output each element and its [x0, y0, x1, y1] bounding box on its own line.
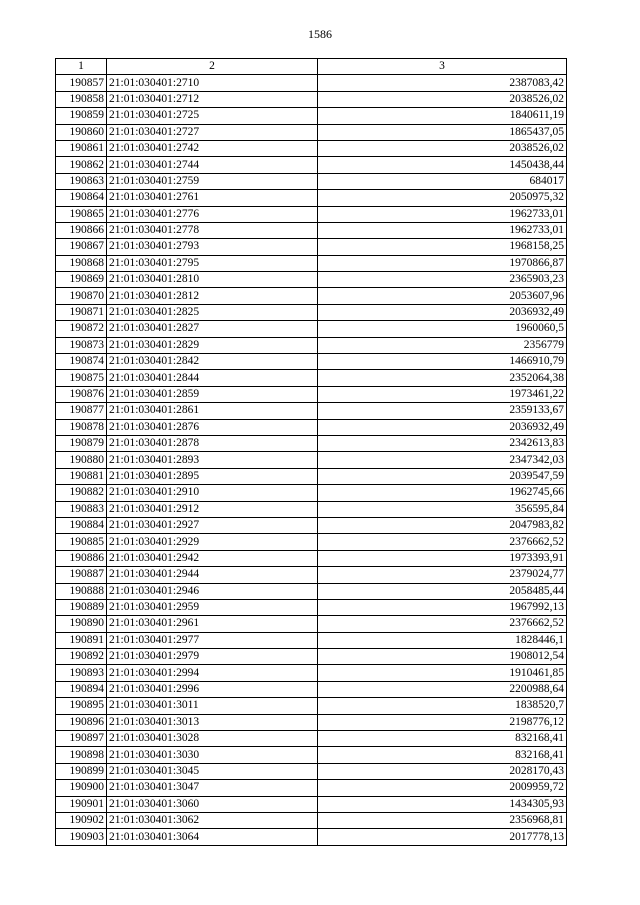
cadastral-number-cell: 21:01:030401:2759	[107, 173, 318, 189]
row-number-cell: 190862	[56, 157, 107, 173]
cadastral-number-cell: 21:01:030401:2927	[107, 517, 318, 533]
table-row	[56, 435, 567, 451]
cadastral-number-cell: 21:01:030401:2844	[107, 370, 318, 386]
row-number-cell: 190896	[56, 714, 107, 730]
cadastral-value-cell: 2347342,03	[318, 452, 567, 468]
cadastral-value-cell: 2387083,42	[318, 75, 567, 91]
cadastral-value-cell: 2058485,44	[318, 583, 567, 599]
cadastral-number-cell: 21:01:030401:2776	[107, 206, 318, 222]
row-number-cell: 190870	[56, 288, 107, 304]
table-row	[56, 812, 567, 828]
cadastral-number-cell: 21:01:030401:2793	[107, 239, 318, 255]
row-number-cell: 190873	[56, 337, 107, 353]
row-number-cell: 190863	[56, 173, 107, 189]
table-row	[56, 272, 567, 288]
table-row	[56, 468, 567, 484]
cadastral-number-cell: 21:01:030401:2910	[107, 485, 318, 501]
column-header-1: 1	[56, 59, 107, 75]
table-row	[56, 255, 567, 271]
row-number-cell: 190882	[56, 485, 107, 501]
cadastral-value-cell: 1434305,93	[318, 796, 567, 812]
row-number-cell: 190889	[56, 599, 107, 615]
cadastral-value-cell: 832168,41	[318, 731, 567, 747]
row-number-cell: 190885	[56, 534, 107, 550]
row-number-cell: 190894	[56, 681, 107, 697]
table-row	[56, 403, 567, 419]
table-row	[56, 173, 567, 189]
table-row	[56, 288, 567, 304]
cadastral-value-cell: 1968158,25	[318, 239, 567, 255]
table-row	[56, 485, 567, 501]
cadastral-number-cell: 21:01:030401:2761	[107, 190, 318, 206]
cadastral-value-cell: 2356779	[318, 337, 567, 353]
table-row	[56, 796, 567, 812]
cadastral-number-cell: 21:01:030401:3047	[107, 780, 318, 796]
table-row	[56, 370, 567, 386]
cadastral-value-cell: 2200988,64	[318, 681, 567, 697]
cadastral-number-cell: 21:01:030401:2946	[107, 583, 318, 599]
cadastral-number-cell: 21:01:030401:2929	[107, 534, 318, 550]
cadastral-value-cell: 2050975,32	[318, 190, 567, 206]
cadastral-value-cell: 2376662,52	[318, 616, 567, 632]
cadastral-value-cell: 2053607,96	[318, 288, 567, 304]
page-number: 1586	[308, 27, 332, 41]
row-number-cell: 190875	[56, 370, 107, 386]
row-number-cell: 190864	[56, 190, 107, 206]
cadastral-value-cell: 2342613,83	[318, 435, 567, 451]
row-number-cell: 190899	[56, 763, 107, 779]
row-number-cell: 190895	[56, 698, 107, 714]
cadastral-value-cell: 1466910,79	[318, 354, 567, 370]
cadastral-value-cell: 2352064,38	[318, 370, 567, 386]
column-header-3: 3	[318, 59, 567, 75]
cadastral-value-cell: 1910461,85	[318, 665, 567, 681]
cadastral-value-cell: 2376662,52	[318, 534, 567, 550]
cadastral-number-cell: 21:01:030401:3011	[107, 698, 318, 714]
table-row	[56, 337, 567, 353]
cadastral-value-cell: 2038526,02	[318, 140, 567, 156]
cadastral-value-cell: 832168,41	[318, 747, 567, 763]
table-row	[56, 157, 567, 173]
row-number-cell: 190872	[56, 321, 107, 337]
table-row	[56, 649, 567, 665]
cadastral-value-cell: 2198776,12	[318, 714, 567, 730]
cadastral-value-cell: 1908012,54	[318, 649, 567, 665]
table-row	[56, 239, 567, 255]
cadastral-value-cell: 2038526,02	[318, 91, 567, 107]
row-number-cell: 190865	[56, 206, 107, 222]
cadastral-number-cell: 21:01:030401:2742	[107, 140, 318, 156]
table-row	[56, 124, 567, 140]
cadastral-number-cell: 21:01:030401:2744	[107, 157, 318, 173]
row-number-cell: 190876	[56, 386, 107, 402]
row-number-cell: 190898	[56, 747, 107, 763]
row-number-cell: 190888	[56, 583, 107, 599]
cadastral-number-cell: 21:01:030401:2712	[107, 91, 318, 107]
cadastral-number-cell: 21:01:030401:2842	[107, 354, 318, 370]
row-number-cell: 190881	[56, 468, 107, 484]
row-number-cell: 190901	[56, 796, 107, 812]
table-row	[56, 583, 567, 599]
row-number-cell: 190868	[56, 255, 107, 271]
table-row	[56, 714, 567, 730]
cadastral-number-cell: 21:01:030401:2912	[107, 501, 318, 517]
table-row	[56, 222, 567, 238]
table-row	[56, 763, 567, 779]
table-row	[56, 599, 567, 615]
cadastral-value-cell: 2359133,67	[318, 403, 567, 419]
row-number-cell: 190874	[56, 354, 107, 370]
cadastral-value-cell: 1840611,19	[318, 108, 567, 124]
cadastral-value-cell: 1970866,87	[318, 255, 567, 271]
cadastral-number-cell: 21:01:030401:2827	[107, 321, 318, 337]
table-row	[56, 567, 567, 583]
cadastral-number-cell: 21:01:030401:3045	[107, 763, 318, 779]
cadastral-value-cell: 1962733,01	[318, 222, 567, 238]
cadastral-number-cell: 21:01:030401:3060	[107, 796, 318, 812]
cadastral-number-cell: 21:01:030401:2942	[107, 550, 318, 566]
table-row	[56, 140, 567, 156]
row-number-cell: 190884	[56, 517, 107, 533]
cadastral-value-cell: 2036932,49	[318, 304, 567, 320]
table-row	[56, 304, 567, 320]
row-number-cell: 190890	[56, 616, 107, 632]
row-number-cell: 190893	[56, 665, 107, 681]
row-number-cell: 190891	[56, 632, 107, 648]
cadastral-value-cell: 2039547,59	[318, 468, 567, 484]
table-row	[56, 91, 567, 107]
cadastral-value-cell: 2379024,77	[318, 567, 567, 583]
table-row	[56, 550, 567, 566]
cadastral-value-cell: 2009959,72	[318, 780, 567, 796]
cadastral-number-cell: 21:01:030401:2812	[107, 288, 318, 304]
cadastral-number-cell: 21:01:030401:2979	[107, 649, 318, 665]
table-row	[56, 354, 567, 370]
row-number-cell: 190902	[56, 812, 107, 828]
cadastral-number-cell: 21:01:030401:2977	[107, 632, 318, 648]
cadastral-number-cell: 21:01:030401:2825	[107, 304, 318, 320]
cadastral-number-cell: 21:01:030401:2961	[107, 616, 318, 632]
table-row	[56, 501, 567, 517]
cadastral-value-cell: 356595,84	[318, 501, 567, 517]
table-row	[56, 632, 567, 648]
row-number-cell: 190869	[56, 272, 107, 288]
cadastral-value-cell: 1962745,66	[318, 485, 567, 501]
row-number-cell: 190859	[56, 108, 107, 124]
row-number-cell: 190867	[56, 239, 107, 255]
table-row	[56, 780, 567, 796]
row-number-cell: 190892	[56, 649, 107, 665]
cadastral-number-cell: 21:01:030401:2859	[107, 386, 318, 402]
row-number-cell: 190866	[56, 222, 107, 238]
cadastral-number-cell: 21:01:030401:3013	[107, 714, 318, 730]
table-row	[56, 108, 567, 124]
cadastral-value-cell: 1865437,05	[318, 124, 567, 140]
row-number-cell: 190877	[56, 403, 107, 419]
row-number-cell: 190900	[56, 780, 107, 796]
cadastral-number-cell: 21:01:030401:2810	[107, 272, 318, 288]
column-header-2: 2	[107, 59, 318, 75]
row-number-cell: 190879	[56, 435, 107, 451]
row-number-cell: 190886	[56, 550, 107, 566]
cadastral-value-cell: 2365903,23	[318, 272, 567, 288]
row-number-cell: 190887	[56, 567, 107, 583]
cadastral-value-table	[55, 58, 567, 846]
table-row	[56, 665, 567, 681]
cadastral-number-cell: 21:01:030401:2829	[107, 337, 318, 353]
row-number-cell: 190878	[56, 419, 107, 435]
cadastral-value-cell: 1828446,1	[318, 632, 567, 648]
row-number-cell: 190858	[56, 91, 107, 107]
cadastral-value-cell: 1962733,01	[318, 206, 567, 222]
table-row	[56, 206, 567, 222]
table-body	[56, 75, 567, 845]
table-row	[56, 681, 567, 697]
cadastral-number-cell: 21:01:030401:2861	[107, 403, 318, 419]
cadastral-value-cell: 1973461,22	[318, 386, 567, 402]
cadastral-value-cell: 2036932,49	[318, 419, 567, 435]
cadastral-number-cell: 21:01:030401:3030	[107, 747, 318, 763]
cadastral-number-cell: 21:01:030401:2996	[107, 681, 318, 697]
row-number-cell: 190880	[56, 452, 107, 468]
header-row	[56, 59, 567, 75]
cadastral-number-cell: 21:01:030401:2727	[107, 124, 318, 140]
cadastral-value-cell: 684017	[318, 173, 567, 189]
cadastral-value-cell: 1960060,5	[318, 321, 567, 337]
table-row	[56, 386, 567, 402]
cadastral-number-cell: 21:01:030401:2959	[107, 599, 318, 615]
row-number-cell: 190897	[56, 731, 107, 747]
table-row	[56, 698, 567, 714]
table-row	[56, 419, 567, 435]
cadastral-value-cell: 2028170,43	[318, 763, 567, 779]
cadastral-value-cell: 2017778,13	[318, 829, 567, 845]
cadastral-number-cell: 21:01:030401:2893	[107, 452, 318, 468]
cadastral-number-cell: 21:01:030401:2725	[107, 108, 318, 124]
table-row	[56, 75, 567, 91]
cadastral-number-cell: 21:01:030401:2944	[107, 567, 318, 583]
row-number-cell: 190883	[56, 501, 107, 517]
row-number-cell: 190861	[56, 140, 107, 156]
cadastral-number-cell: 21:01:030401:2878	[107, 435, 318, 451]
table-row	[56, 321, 567, 337]
cadastral-value-cell: 1973393,91	[318, 550, 567, 566]
row-number-cell: 190871	[56, 304, 107, 320]
table-header	[56, 59, 567, 75]
cadastral-number-cell: 21:01:030401:3064	[107, 829, 318, 845]
cadastral-value-cell: 1967992,13	[318, 599, 567, 615]
cadastral-number-cell: 21:01:030401:2895	[107, 468, 318, 484]
cadastral-number-cell: 21:01:030401:2876	[107, 419, 318, 435]
row-number-cell: 190903	[56, 829, 107, 845]
table-row	[56, 616, 567, 632]
row-number-cell: 190857	[56, 75, 107, 91]
row-number-cell: 190860	[56, 124, 107, 140]
cadastral-number-cell: 21:01:030401:2778	[107, 222, 318, 238]
table-row	[56, 534, 567, 550]
table-row	[56, 517, 567, 533]
cadastral-value-cell: 2047983,82	[318, 517, 567, 533]
cadastral-number-cell: 21:01:030401:3028	[107, 731, 318, 747]
table-row	[56, 829, 567, 845]
cadastral-number-cell: 21:01:030401:2710	[107, 75, 318, 91]
cadastral-value-cell: 2356968,81	[318, 812, 567, 828]
table-row	[56, 452, 567, 468]
cadastral-number-cell: 21:01:030401:2795	[107, 255, 318, 271]
cadastral-number-cell: 21:01:030401:3062	[107, 812, 318, 828]
table-row	[56, 731, 567, 747]
table-row	[56, 190, 567, 206]
cadastral-number-cell: 21:01:030401:2994	[107, 665, 318, 681]
cadastral-value-cell: 1450438,44	[318, 157, 567, 173]
cadastral-value-cell: 1838520,7	[318, 698, 567, 714]
table-row	[56, 747, 567, 763]
